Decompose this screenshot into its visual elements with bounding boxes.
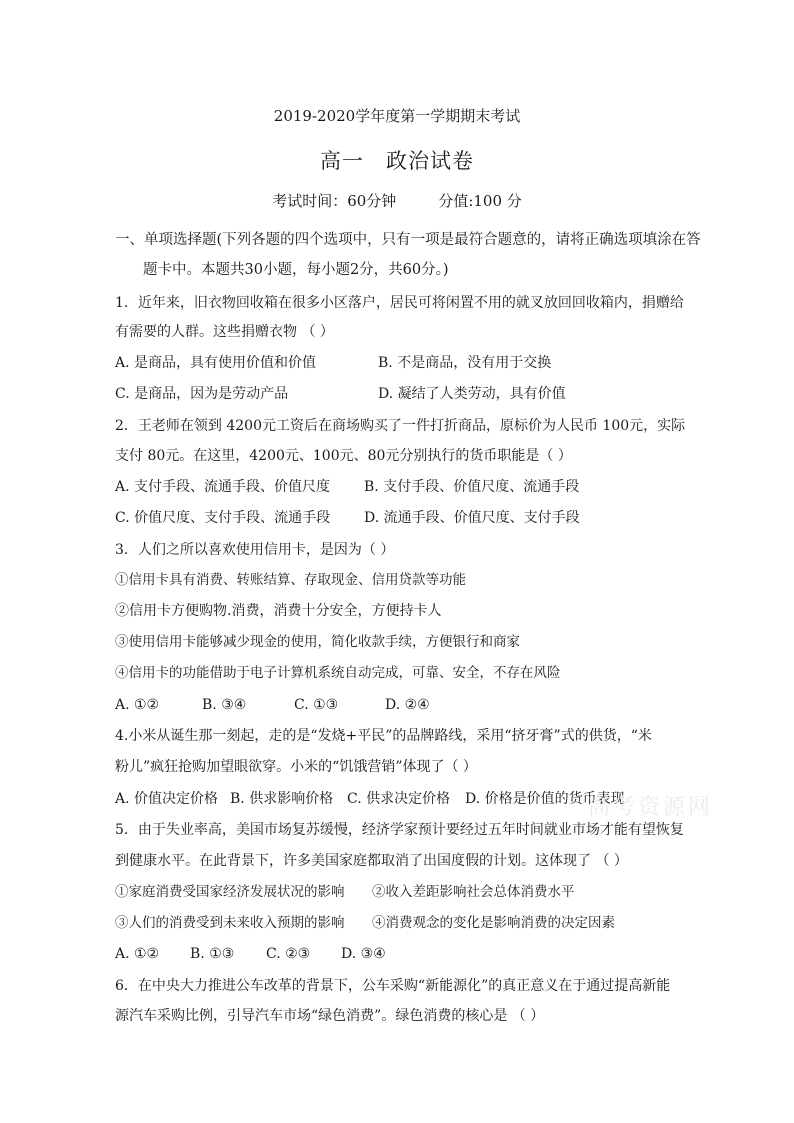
question-5-option-a: A. ①② (115, 946, 160, 962)
section-heading-line1: 一、单项选择题(下列各题的四个选项中，只有一项是最符合题意的，请将正确选项填涂在答 (115, 232, 701, 248)
question-4-option-a: A. 价值决定价格 (115, 791, 219, 807)
question-3-statement-3: ③使用信用卡能够减少现金的使用，简化收款手续，方便银行和商家 (115, 634, 520, 650)
question-4-option-c: C. 供求决定价格 (347, 791, 451, 807)
question-4-option-b: B. 供求影响价格 (230, 791, 334, 807)
question-2-line2: 支付 80元。在这里，4200元、100元、80元分别执行的货币职能是（ ） (115, 448, 572, 464)
question-3-option-d: D. ②④ (385, 697, 430, 713)
question-5-statement-1: ①家庭消费受国家经济发展状况的影响 (115, 884, 345, 900)
question-5-option-b: B. ①③ (190, 946, 235, 962)
question-3-option-c: C. ①③ (294, 697, 339, 713)
exam-grade: 高一 (320, 149, 364, 173)
question-3-option-b: B. ③④ (202, 697, 247, 713)
question-2-option-d: D. 流通手段、价值尺度、支付手段 (364, 510, 580, 526)
question-5-statement-4: ④消费观念的变化是影响消费的决定因素 (372, 915, 615, 931)
question-1-option-d: D. 凝结了人类劳动，具有价值 (378, 386, 566, 402)
question-5-option-d: D. ③④ (341, 946, 386, 962)
exam-time: 考试时间：60分钟 (272, 192, 397, 210)
question-1-option-b: B. 不是商品，没有用于交换 (378, 355, 552, 371)
question-1-option-c: C. 是商品，因为是劳动产品 (115, 386, 289, 402)
question-4-line2: 粉儿”疯狂抢购加望眼欲穿。小米的“饥饿营销”体现了（ ） (115, 759, 477, 775)
question-5-line1: 5．由于失业率高，美国市场复苏缓慢，经济学家预计要经过五年时间就业市场才能有望恢复 (115, 822, 684, 838)
exam-term: 2019-2020学年度第一学期期末考试 (273, 107, 521, 125)
question-3-statement-2: ②信用卡方便购物.消费，消费十分安全，方便持卡人 (115, 603, 442, 619)
question-3-statement-1: ①信用卡具有消费、转账结算、存取现金、信用贷款等功能 (115, 572, 466, 588)
question-2-option-a: A. 支付手段、流通手段、价值尺度 (115, 479, 331, 495)
question-4-line1: 4.小米从诞生那一刻起，走的是“发烧+平民”的品牌路线，采用“挤牙膏”式的供货，“米 (115, 728, 652, 744)
exam-meta (0, 190, 794, 211)
question-5-statement-2: ②收入差距影响社会总体消费水平 (372, 884, 575, 900)
question-2-line1: 2．王老师在领到 4200元工资后在商场购买了一件打折商品，原标价为人民币 100元，实际 (115, 418, 686, 434)
question-3-line1: 3．人们之所以喜欢使用信用卡，是因为（ ） (115, 542, 395, 558)
question-3-statement-4: ④信用卡的功能借助于电子计算机系统自动完成，可靠、安全，不存在风险 (115, 665, 561, 681)
question-5-option-c: C. ②③ (266, 946, 311, 962)
question-6-line2: 源汽车采购比例，引导汽车市场“绿色消费”。绿色消费的核心是 （ ） (115, 1008, 545, 1024)
exam-score: 分值:100 分 (438, 192, 522, 210)
question-2-option-b: B. 支付手段、价值尺度、流通手段 (364, 479, 580, 495)
question-4-option-d: D. 价格是价值的货币表现 (465, 791, 625, 807)
question-1-option-a: A. 是商品，具有使用价值和价值 (115, 355, 317, 371)
section-heading-line2: 题卡中。本题共30小题，每小题2分，共60分。) (143, 262, 449, 278)
watermark: 高考资源网 (588, 795, 714, 820)
exam-title (0, 145, 794, 175)
question-2-option-c: C. 价值尺度、支付手段、流通手段 (115, 510, 331, 526)
question-6-line1: 6．在中央大力推进公车改革的背景下，公车采购“新能源化”的真正意义在于通过提高新能 (115, 978, 671, 994)
question-1-line1: 1．近年来，旧衣物回收箱在很多小区落户，居民可将闲置不用的就叉放回回收箱内，捐赠给 (115, 295, 684, 311)
question-5-line2: 到健康水平。在此背景下，许多美国家庭都取消了出国度假的计划。这体现了 （ ） (115, 853, 628, 869)
question-1-line2: 有需要的人群。这些捐赠衣物 （ ） (115, 324, 334, 340)
question-3-option-a: A. ①② (115, 697, 160, 713)
question-5-statement-3: ③人们的消费受到未来收入预期的影响 (115, 915, 345, 931)
exam-subject: 政治试卷 (386, 149, 474, 173)
